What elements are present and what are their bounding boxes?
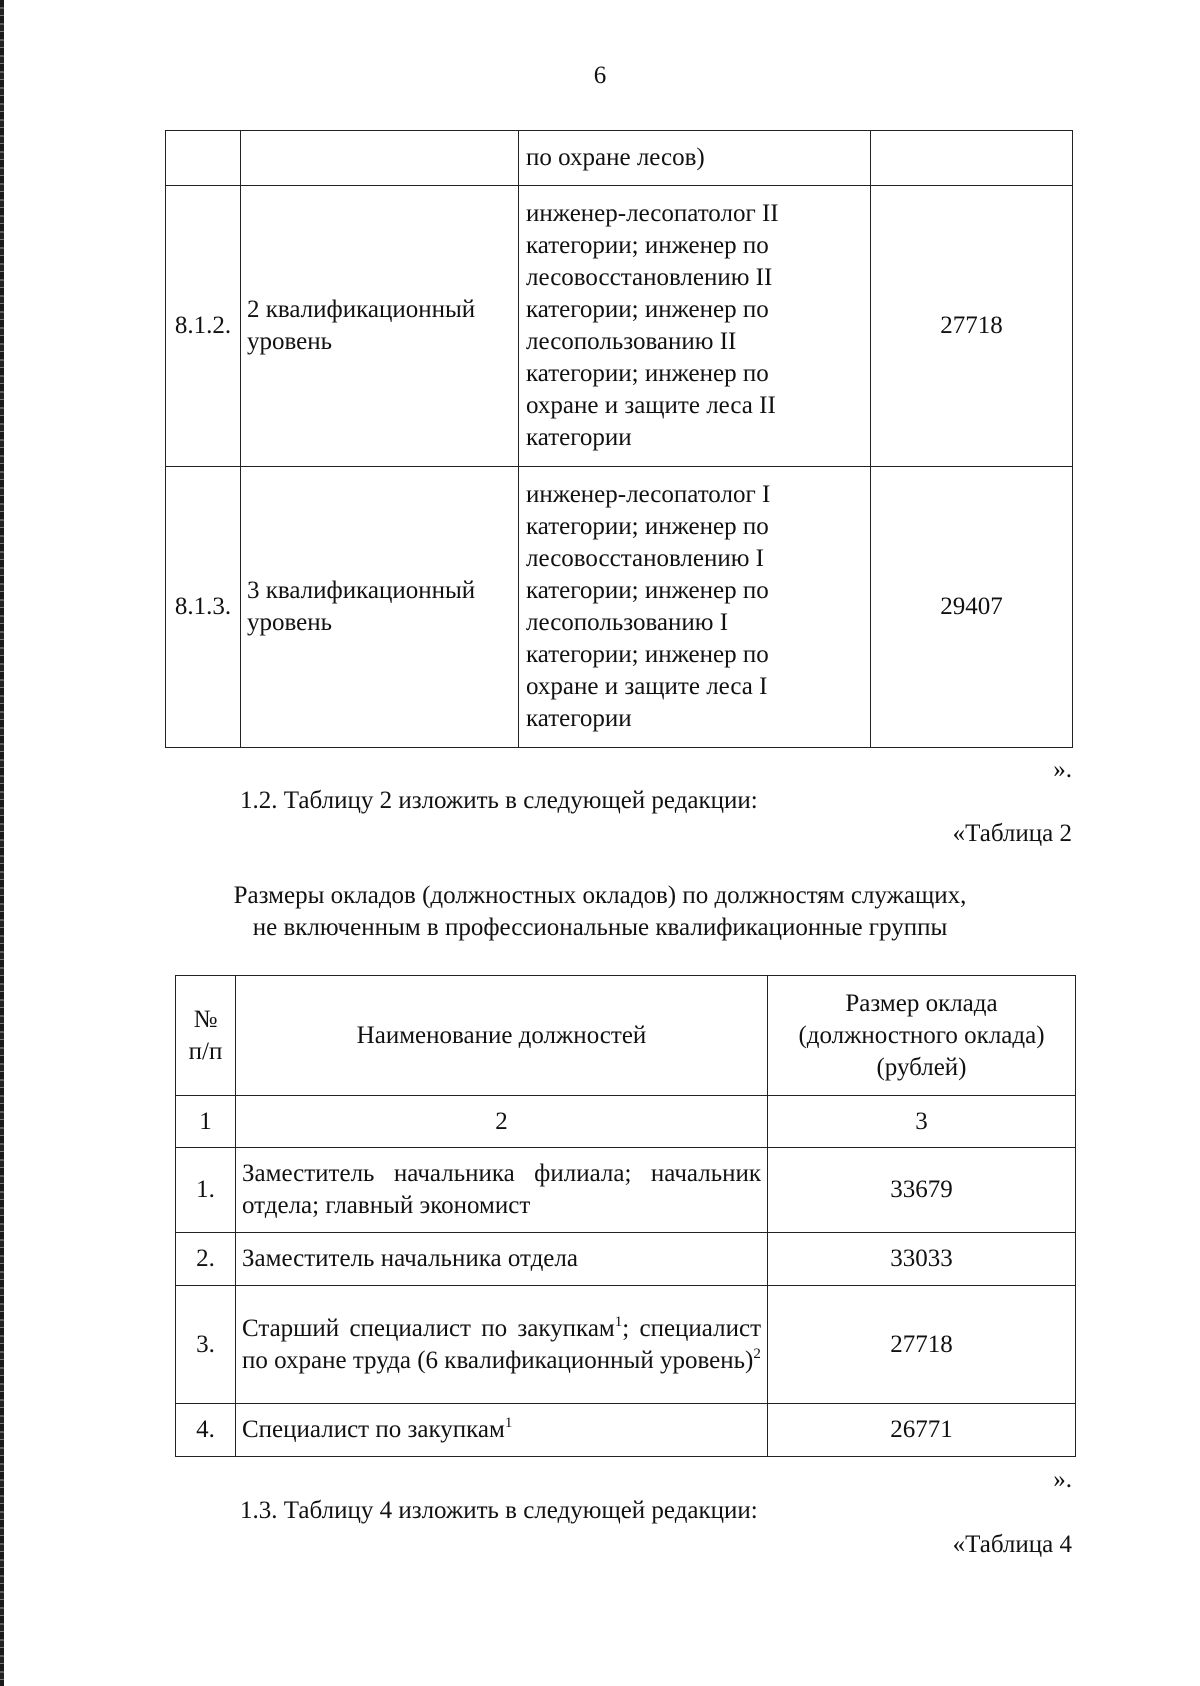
position-line: категории; инженер по <box>526 296 769 323</box>
position-name <box>236 1148 768 1233</box>
position-line: категории; инженер по <box>526 513 769 540</box>
table-caption-line-2: не включенным в профессиональные квалификационные группы <box>252 914 948 941</box>
position-line: охране и защите леса II <box>526 392 776 419</box>
positions-cell <box>519 186 871 467</box>
table-header-row <box>176 976 1076 1096</box>
row-number: 3. <box>176 1286 236 1404</box>
level-cell: 2 квалификационный уровень <box>241 186 519 467</box>
table-row <box>176 1404 1076 1457</box>
header-salary: Размер оклада (должностного оклада) (рублей) <box>768 976 1076 1096</box>
position-name <box>236 1286 768 1404</box>
footnote-marker: 1 <box>614 1313 623 1330</box>
row-number: 4. <box>176 1404 236 1457</box>
header-number: № п/п <box>176 976 236 1096</box>
position-text: Заместитель начальника филиала; начальник отдела; главный экономист <box>242 1160 761 1219</box>
position-line: по охране лесов) <box>526 144 705 171</box>
positions-cell <box>519 131 871 186</box>
table-row <box>166 131 1073 186</box>
positions-cell <box>519 467 871 748</box>
table-row <box>166 467 1073 748</box>
salary-cell: 27718 <box>871 186 1073 467</box>
position-text: Специалист по закупкам <box>242 1416 505 1443</box>
code-cell: 8.1.3. <box>166 467 241 748</box>
position-name <box>236 1404 768 1457</box>
column-number: 2 <box>236 1096 768 1148</box>
salary-table-2 <box>175 975 1076 1457</box>
paragraph-1-3: 1.3. Таблицу 4 изложить в следующей редакции: <box>240 1497 758 1524</box>
code-cell: 8.1.2. <box>166 186 241 467</box>
position-line: охране и защите леса I <box>526 673 768 700</box>
position-line: категории; инженер по <box>526 360 769 387</box>
salary-table-continuation <box>165 130 1073 748</box>
salary-cell <box>871 131 1073 186</box>
position-line: инженер-лесопатолог I <box>526 481 771 508</box>
table-4-label: «Таблица 4 <box>952 1531 1072 1558</box>
scan-edge <box>0 0 4 1686</box>
code-cell <box>166 131 241 186</box>
table-2-label: «Таблица 2 <box>952 820 1072 847</box>
table-row <box>176 1148 1076 1233</box>
position-line: лесопользованию II <box>526 328 737 355</box>
position-line: категории <box>526 705 632 732</box>
footnote-marker: 1 <box>504 1415 513 1431</box>
closing-quote: ». <box>1053 1466 1072 1493</box>
header-position-name: Наименование должностей <box>236 976 768 1096</box>
closing-quote: ». <box>1053 756 1072 783</box>
level-cell: 3 квалификационный уровень <box>241 467 519 748</box>
position-line: инженер-лесопатолог II <box>526 200 779 227</box>
position-text: Заместитель начальника отдела <box>242 1245 578 1272</box>
column-number-row <box>176 1096 1076 1148</box>
position-text: Старший специалист по закупкам <box>242 1314 615 1342</box>
position-line: категории; инженер по <box>526 641 769 668</box>
table-caption-line-1: Размеры окладов (должностных окладов) по должностям служащих, <box>233 882 967 909</box>
position-line: лесовосстановлению II <box>526 264 773 291</box>
position-line: лесовосстановлению I <box>526 545 765 572</box>
table-row <box>176 1286 1076 1404</box>
salary-cell: 27718 <box>768 1286 1076 1404</box>
row-number: 2. <box>176 1233 236 1286</box>
paragraph-1-2: 1.2. Таблицу 2 изложить в следующей редакции: <box>240 787 758 814</box>
salary-cell: 29407 <box>871 467 1073 748</box>
salary-cell: 26771 <box>768 1404 1076 1457</box>
column-number: 1 <box>176 1096 236 1148</box>
page-number: 6 <box>593 62 607 89</box>
column-number: 3 <box>768 1096 1076 1148</box>
position-line: категории; инженер по <box>526 577 769 604</box>
level-cell <box>241 131 519 186</box>
position-line: категории <box>526 424 632 451</box>
salary-cell: 33033 <box>768 1233 1076 1286</box>
position-text: ; специалист по охране труда (6 квалификационный уровень) <box>242 1314 761 1374</box>
row-number: 1. <box>176 1148 236 1233</box>
position-line: лесопользованию I <box>526 609 729 636</box>
table-row <box>176 1233 1076 1286</box>
footnote-marker: 2 <box>753 1345 761 1362</box>
position-name <box>236 1233 768 1286</box>
position-line: категории; инженер по <box>526 232 769 259</box>
table-row <box>166 186 1073 467</box>
salary-cell: 33679 <box>768 1148 1076 1233</box>
